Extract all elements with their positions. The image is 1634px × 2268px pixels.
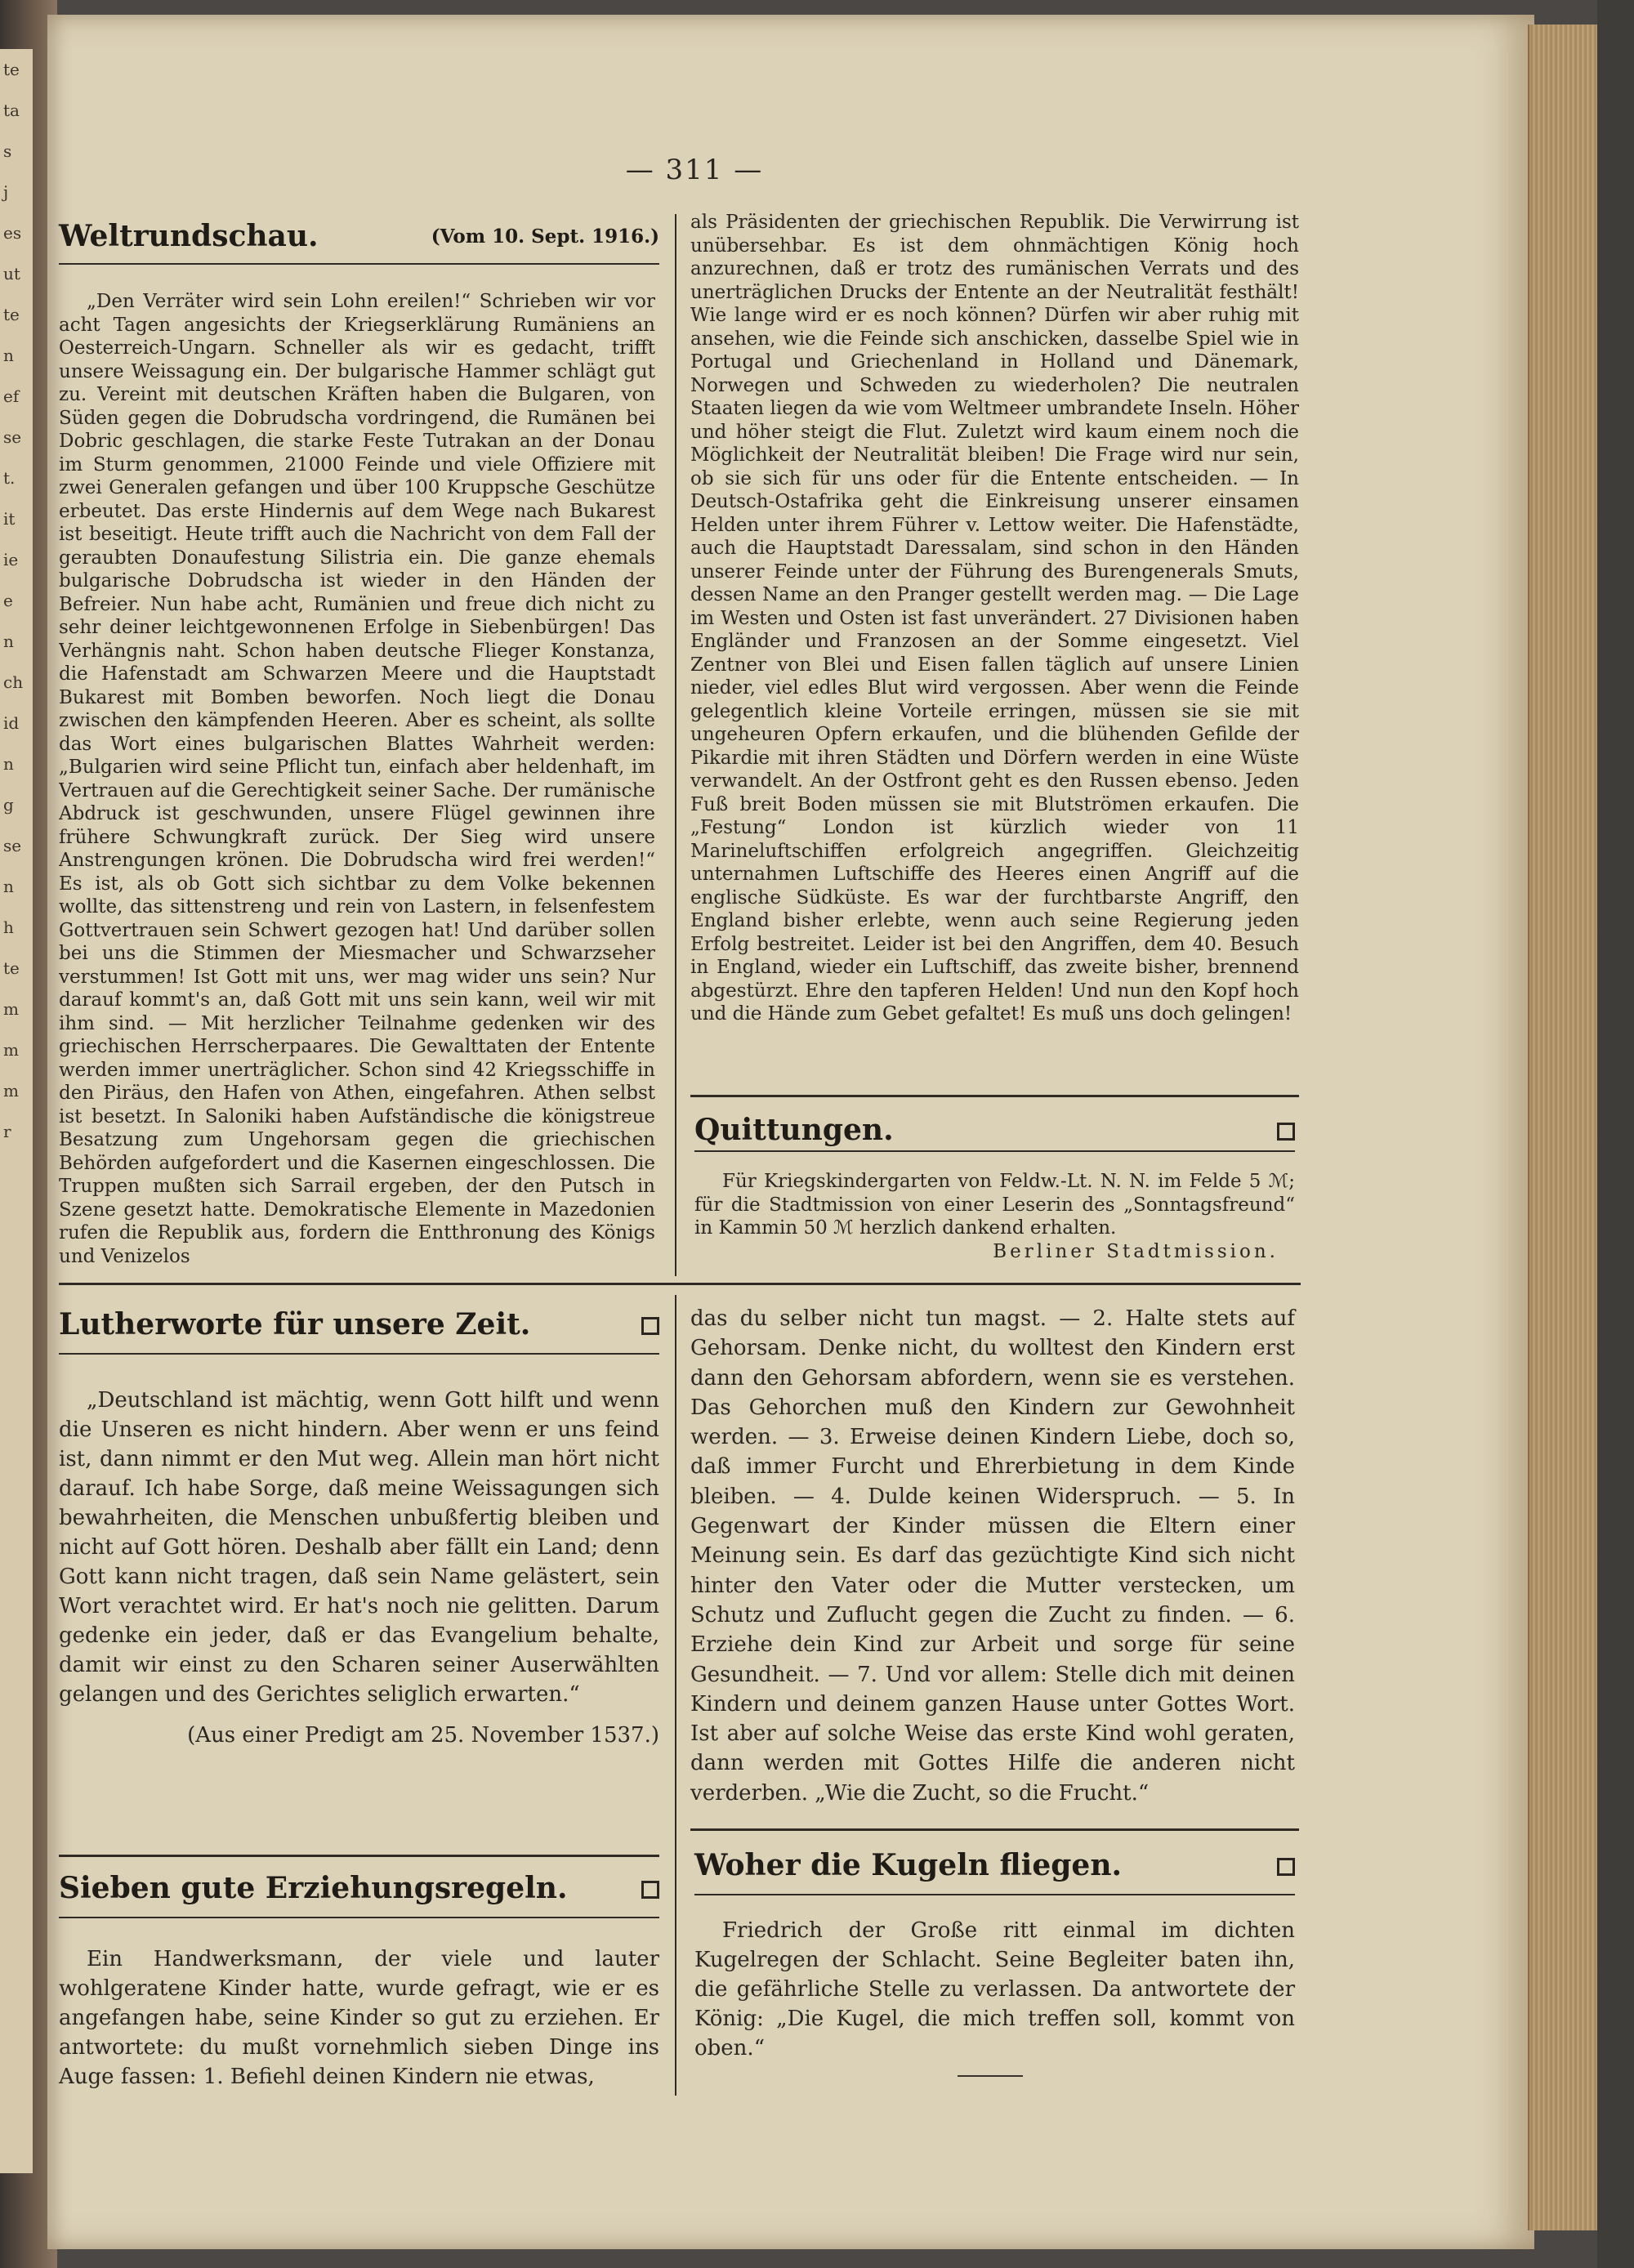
prev-fragment: n bbox=[3, 877, 14, 896]
prev-fragment: m bbox=[3, 1040, 19, 1060]
prev-fragment: id bbox=[3, 713, 20, 733]
kugeln-heading bbox=[694, 1848, 1295, 1889]
weltrundschau-body-left bbox=[59, 290, 655, 1270]
heading-rule bbox=[59, 1353, 659, 1355]
erziehungsregeln-title: Sieben gute Erziehungsregeln. bbox=[59, 1871, 568, 1905]
prev-fragment: s bbox=[3, 141, 12, 161]
previous-page-edge bbox=[0, 49, 33, 2173]
prev-fragment: te bbox=[3, 305, 20, 324]
quittungen-title: Quittungen. bbox=[694, 1113, 894, 1147]
prev-fragment: ut bbox=[3, 264, 20, 284]
weltrundschau-heading bbox=[59, 219, 659, 260]
column-divider bbox=[675, 1295, 676, 2096]
quittungen-heading bbox=[694, 1113, 1295, 1154]
lutherworte-heading bbox=[59, 1307, 659, 1348]
prev-fragment: n bbox=[3, 346, 14, 365]
quittungen-body bbox=[694, 1170, 1295, 1263]
prev-fragment: it bbox=[3, 509, 16, 529]
ornament-box-icon bbox=[641, 1881, 659, 1899]
erziehungsregeln-body-right bbox=[690, 1304, 1295, 1808]
quittungen-signature: Berliner Stadtmission. bbox=[993, 1240, 1279, 1262]
weltrundschau-text-right: als Präsidenten der griechischen Republik. Die Verwirrung ist unübersehbar. Es ist dem ohnmächtigen König hoch anzurechnen, daß er trotz des rumänischen Verrats und des unerträglichen Drucks der Entente an der Neutralität festhält! Wie lange wird er es noch können? Dürfen wir aber ruhig mit ansehen, wie die Feinde sich anschicken, dasselbe Spiel wie in Portugal und Griechenland in Holland und Dänemark, Norwegen und Schweden zu wiederholen? Die neutralen Staaten liegen da wie vom Weltmeer umbrandete Inseln. Höher und höher steigt die Flut. Zuletzt wird kaum einem noch die Möglichkeit der Neutralität bleiben! Die Frage wird nur sein, ob sie sich für uns oder für die Entente entscheiden. — In Deutsch-Ostafrika geht die Einkreisung unserer einsamen Helden unter ihrem Führer v. Lettow weiter. Die Hafenstädte, auch die Hauptstadt Daressalam, sind schon in den Händen unserer Feinde unter der Führung des Burengenerals Smuts, dessen Name an den Pranger gestellt werden mag. — Die Lage im Westen und Osten ist fast unverändert. 27 Divisionen haben Engländer und Franzosen an der Somme eingesetzt. Viel Zentner von Blei und Eisen fallen täglich auf unsere Linien nieder, viel edles Blut wird vergossen. Aber wenn die Feinde gelegentlich kleine Vorteile erringen, müssen sie sie mit ungeheuren Opfern erkaufen, und die blühenden Gefilde der Pikardie mit ihren Städten und Dörfern werden in eine Wüste verwandelt. An der Ostfront geht es den Russen ebenso. Jeden Fuß breit Boden müssen sie mit Blutströmen erkaufen. Die „Festung“ London ist kürzlich wieder von 11 Marineluftschiffen erfolgreich angegriffen. Gleichzeitig unternahmen Luftschiffe des Heeres einen Angriff auf die englische Südküste. Es war der furchtbarste Angriff, den England bisher erlebte, wenn auch seine Regierung jeden Erfolg bestreitet. Leider ist bei den Angriffen, dem 40. Besuch in England, wieder ein Luftschiff, das zweite bisher, brennend abgestürzt. Ehre den tapferen Helden! Und nun den Kopf hoch und die Hände zum Gebet gefaltet! Es muß uns doch gelingen! bbox=[690, 212, 1299, 1025]
prev-fragment: j bbox=[3, 182, 9, 202]
section-rule bbox=[59, 1283, 1301, 1285]
binding-cover bbox=[1597, 0, 1634, 2268]
kugeln-title: Woher die Kugeln fliegen. bbox=[694, 1848, 1123, 1882]
prev-fragment: se bbox=[3, 427, 22, 447]
weltrundschau-body-right bbox=[690, 211, 1299, 1092]
weltrundschau-title: Weltrundschau. bbox=[59, 219, 319, 253]
prev-fragment: t. bbox=[3, 468, 16, 488]
kugeln-body bbox=[694, 1916, 1295, 2063]
prev-fragment: m bbox=[3, 999, 19, 1019]
erziehungsregeln-text-right: das du selber nicht tun magst. — 2. Halte stets auf Gehorsam. Denke nicht, du wolltest den Kindern erst dann den Gehorsam abfordern, wenn sie es verstehen. Das Gehorchen muß den Kindern zur Gewohnheit werden. — 3. Erweise deinen Kindern Liebe, doch so, daß immer Furcht und Ehrerbietung in dem Kinde bleiben. — 4. Dulde keinen Widerspruch. — 5. In Gegenwart der Kinder müssen die Eltern einer Meinung sein. Es darf das gezüchtigte Kind sich nicht hinter den Vater oder die Mutter verstecken, um Schutz und Zuflucht gegen die Zucht zu finden. — 6. Erziehe dein Kind zur Arbeit und sorge für seine Gesundheit. — 7. Und vor allem: Stelle dich mit deinen Kindern und deinem ganzen Hause unter Gottes Wort. Ist aber auf solche Weise das erste Kind wohl geraten, dann werden mit Gottes Hilfe die anderen nicht verderben. „Wie die Zucht, so die Frucht.“ bbox=[690, 1306, 1295, 1806]
erziehungsregeln-text-left: Ein Handwerksmann, der viele und lauter wohlgeratene Kinder hatte, wurde gefragt, wie er es angefangen habe, seine Kinder so gut zu erziehen. Er antwortete: du mußt vornehmlich sieben Dinge ins Auge fassen: 1. Befiehl deinen Kindern nie etwas, bbox=[59, 1947, 659, 2089]
prev-fragment: m bbox=[3, 1081, 19, 1101]
prev-fragment: te bbox=[3, 60, 20, 79]
prev-fragment: es bbox=[3, 223, 22, 243]
heading-rule bbox=[59, 263, 659, 265]
section-rule bbox=[690, 1828, 1299, 1831]
prev-fragment: n bbox=[3, 754, 14, 774]
ornament-box-icon bbox=[1277, 1858, 1295, 1876]
prev-fragment: se bbox=[3, 836, 22, 855]
prev-fragment: ie bbox=[3, 550, 19, 569]
prev-fragment: ta bbox=[3, 100, 20, 120]
erziehungsregeln-heading bbox=[59, 1871, 659, 1912]
prev-fragment: n bbox=[3, 632, 14, 651]
heading-rule bbox=[694, 1150, 1295, 1152]
ornament-box-icon bbox=[641, 1317, 659, 1335]
heading-rule bbox=[694, 1894, 1295, 1895]
column-divider bbox=[675, 214, 676, 1276]
section-rule bbox=[59, 1855, 659, 1857]
heading-rule bbox=[59, 1917, 659, 1918]
lutherworte-source: (Aus einer Predigt am 25. November 1537.) bbox=[187, 1723, 659, 1748]
prev-fragment: te bbox=[3, 958, 20, 978]
end-rule bbox=[958, 2075, 1023, 2077]
erziehungsregeln-body-left bbox=[59, 1944, 659, 2092]
weltrundschau-text-left: „Den Verräter wird sein Lohn ereilen!“ Schrieben wir vor acht Tagen angesichts der Kriegserklärung Rumäniens an Oesterreich-Ungarn. Schneller als wir es gedacht, trifft unsere Weissagung ein. Der bulgarische Hammer schlägt gut zu. Vereint mit deutschen Kräften haben die Bulgaren, von Süden gegen die Dobrudscha vordringend, die Rumänen bei Dobric geschlagen, die starke Feste Tutrakan an der Donau im Sturm genommen, 21000 Feinde und viele Offiziere mit zwei Generalen gefangen und über 100 Kruppsche Geschütze erbeutet. Das erste Hindernis auf dem Wege nach Bukarest ist beseitigt. Heute trifft auch die Nachricht von dem Fall der geraubten Donaufestung Silistria ein. Die ganze ehemals bulgarische Dobrudscha ist wieder in den Händen der Befreier. Nun habe acht, Rumänien und freue dich nicht zu sehr deiner leichtgewonnenen Erfolge in Siebenbürgen! Das Verhängnis naht. Schon haben deutsche Flieger Konstanza, die Hafenstadt am Schwarzen Meere und die Hauptstadt Bukarest mit Bomben beworfen. Noch liegt die Donau zwischen den kämpfenden Heeren. Aber es scheint, als sollte das Wort eines bulgarischen Blattes Wahrheit werden: „Bulgarien wird seine Pflicht tun, einfach aber heldenhaft, im Vertrauen auf die Gerechtigkeit seiner Sache. Der rumänische Abdruck ist geschwunden, unsere Flügel gewinnen ihre frühere Schwungkraft zurück. Der Sieg wird unsere Anstrengungen krönen. Die Dobrudscha wird frei werden!“ Es ist, als ob Gott sich sichtbar zu dem Volke bekennen wollte, das sittenstreng und rein von Lastern, in felsenfestem Gottvertrauen sein Schwert gezogen hat! Und darüber sollen bei uns die Stimmen der Miesmacher und Schwarzseher verstummen! Ist Gott mit uns, wer mag wider uns sein? Nur darauf kommt's an, daß Gott mit uns sein kann, weil wir mit ihm sind. — Mit herzlicher Teilnahme gedenken wir des griechischen Herrscherpaares. Die Gewalttaten der Entente werden immer unerträglicher. Schon sind 42 Kriegsschiffe in den Piräus, den Hafen von Athen, eingefahren. Athen selbst ist besetzt. In Saloniki haben Aufständische die königstreue Besatzung zum Ungehorsam gegen die griechischen Behörden aufgefordert und die Kasernen eingeschlossen. Die Truppen mußten sich Sarrail ergeben, der den Putsch in Szene gesetzt hatte. Demokratische Elemente in Mazedonien rufen die Republik aus, fordern die Entthronung des Königs und Venizelos bbox=[59, 291, 655, 1267]
lutherworte-text: „Deutschland ist mächtig, wenn Gott hilft und wenn die Unseren es nicht hindern. Aber wenn er uns feind ist, dann nimmt er den Mut weg. Allein man hört nicht darauf. Ich habe Sorge, daß meine Weissagungen sich bewahrheiten, die Menschen unbußfertig bleiben und nicht auf Gott hören. Deshalb aber fällt ein Land; denn Gott kann nicht tragen, daß sein Name gelästert, sein Wort verachtet wird. Er hat's noch nie gelitten. Darum gedenke ein jeder, daß er das Evangelium behalte, damit wir einst zu den Scharen seiner Auserwählten gelangen und des Gerichtes seliglich erwarten.“ bbox=[59, 1388, 659, 1707]
prev-fragment: r bbox=[3, 1122, 11, 1141]
lutherworte-body bbox=[59, 1386, 659, 1750]
prev-fragment: ef bbox=[3, 386, 20, 406]
ornament-box-icon bbox=[1277, 1123, 1295, 1141]
weltrundschau-date: (Vom 10. Sept. 1916.) bbox=[431, 225, 659, 248]
prev-fragment: g bbox=[3, 795, 14, 815]
kugeln-text: Friedrich der Große ritt einmal im dichten Kugelregen der Schlacht. Seine Begleiter baten ihn, die gefährliche Stelle zu verlassen. Da antwortete der König: „Die Kugel, die mich treffen soll, kommt von oben.“ bbox=[694, 1918, 1295, 2060]
section-rule bbox=[690, 1095, 1299, 1097]
prev-fragment: h bbox=[3, 917, 14, 937]
quittungen-text: Für Kriegskindergarten von Feldw.-Lt. N. N. im Felde 5 ℳ; für die Stadtmission von einer Leserin des „Sonntagsfreund“ in Kammin 50 ℳ herzlich dankend erhalten. bbox=[694, 1171, 1295, 1239]
prev-fragment: e bbox=[3, 591, 13, 610]
prev-fragment: ch bbox=[3, 672, 24, 692]
lutherworte-title: Lutherworte für unsere Zeit. bbox=[59, 1307, 531, 1342]
page-number: — 311 — bbox=[625, 154, 764, 186]
page-block-edge bbox=[1528, 25, 1603, 2230]
